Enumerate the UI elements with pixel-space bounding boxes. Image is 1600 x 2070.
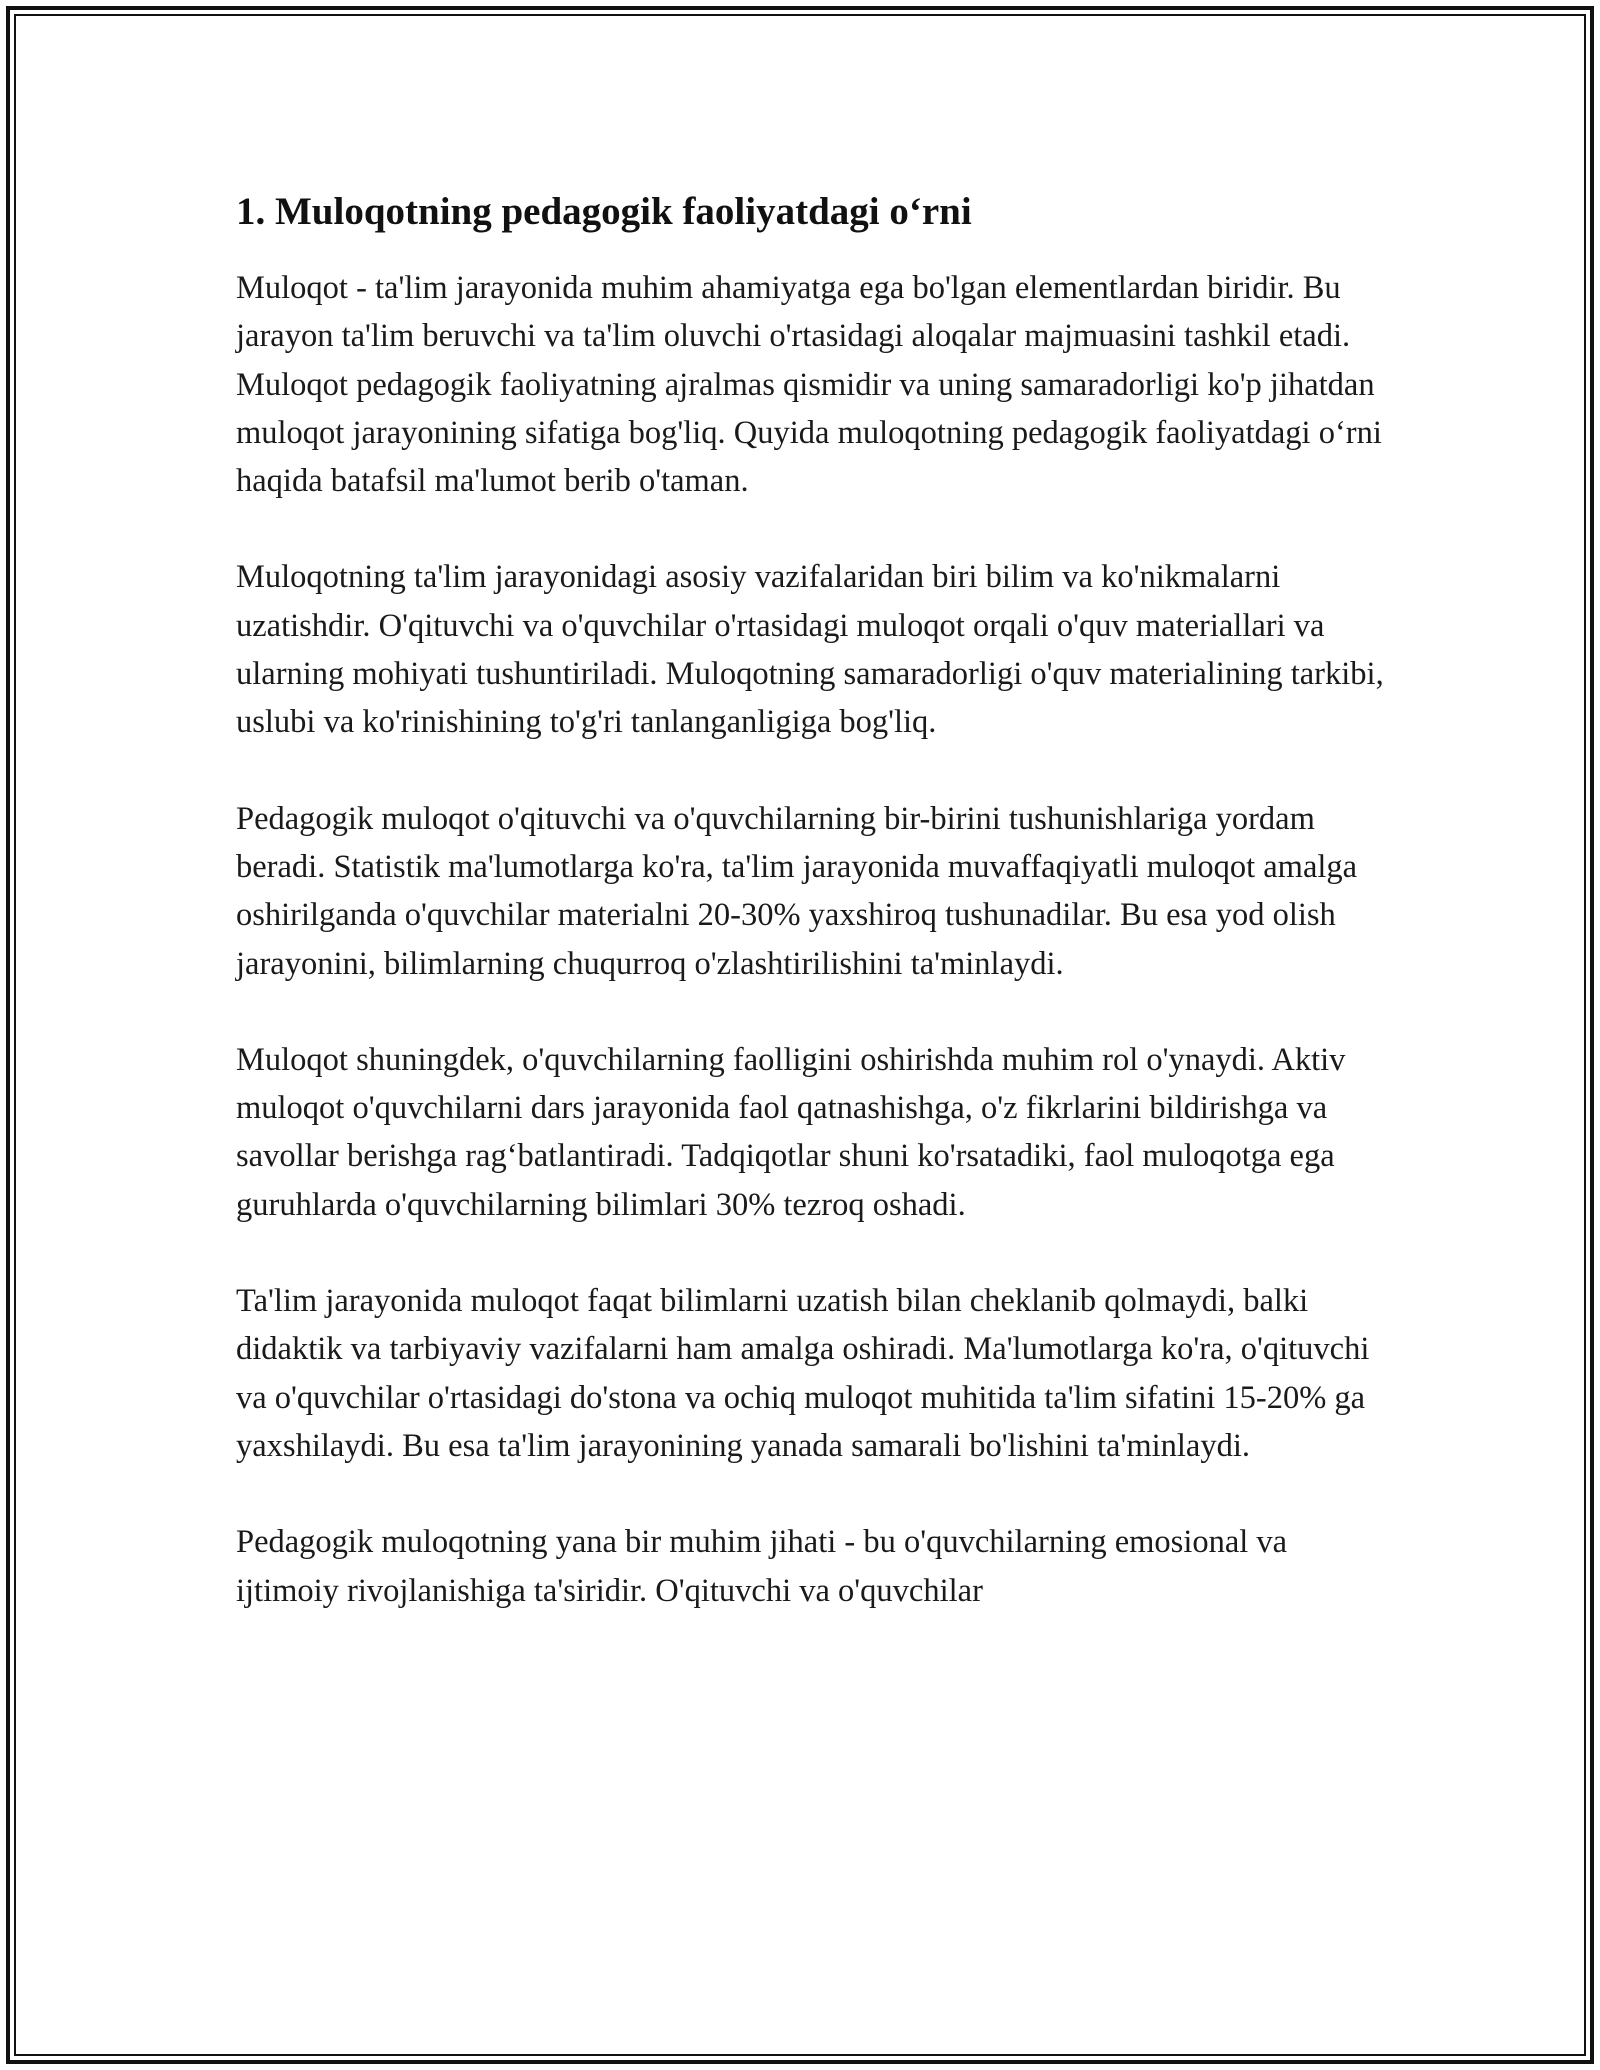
- paragraph-2: Muloqotning ta'lim jarayonidagi asosiy vazifalaridan biri bilim va ko'nikmalarni uzatishdir. O'qituvchi va o'quvchilar o'rtasidagi muloqot orqali o'quv materiallari va ularning mohiyati tushuntiriladi. Muloqotning samaradorligi o'quv materialining tarkibi, uslubi va ko'rinishining to'g'ri tanlanganligiga bog'liq.: [236, 559, 1384, 741]
- paragraph-1: Muloqot - ta'lim jarayonida muhim ahamiyatga ega bo'lgan elementlardan biridir. Bu jarayon ta'lim beruvchi va ta'lim oluvchi o'rtasidagi aloqalar majmuasini tashkil etadi. Muloqot pedagogik faoliyatning ajralmas qismidir va uning samaradorligi ko'p jihatdan muloqot jarayonining sifatiga bog'liq. Quyida muloqotning pedagogik faoliyatdagi o‘rni haqida batafsil ma'lumot berib o'taman.: [236, 270, 1382, 500]
- paragraph-5: Ta'lim jarayonida muloqot faqat bilimlarni uzatish bilan cheklanib qolmaydi, balki didaktik va tarbiyaviy vazifalarni ham amalga oshiradi. Ma'lumotlarga ko'ra, o'qituvchi va o'quvchilar o'rtasidagi do'stona va ochiq muloqot muhitida ta'lim sifatini 15-20% ga yaxshilaydi. Bu esa ta'lim jarayonining yanada samarali bo'lishini ta'minlaydi.: [236, 1283, 1370, 1464]
- paragraph-6: Pedagogik muloqotning yana bir muhim jihati - bu o'quvchilarning emosional va ijtimoiy rivojlanishiga ta'siridir. O'qituvchi va o'quvchilar: [236, 1524, 1288, 1609]
- document-body: [236, 188, 1386, 1663]
- paragraph-4: Muloqot shuningdek, o'quvchilarning faolligini oshirishda muhim rol o'ynaydi. Aktiv muloqot o'quvchilarni dars jarayonida faol qatnashishga, o'z fikrlarini bildirishga va savollar berishga rag‘batlantiradi. Tadqiqotlar shuni ko'rsatadiki, faol muloqotga ega guruhlarda o'quvchilarning bilimlari 30% tezroq oshadi.: [236, 1041, 1346, 1223]
- paragraph-3: Pedagogik muloqot o'qituvchi va o'quvchilarning bir-birini tushunishlariga yordam beradi. Statistik ma'lumotlarga ko'ra, ta'lim jarayonida muvaffaqiyatli muloqot amalga oshirilganda o'quvchilar materialni 20-30% yaxshiroq tushunadilar. Bu esa yod olish jarayonini, bilimlarning chuqurroq o'zlashtirilishini ta'minlaydi.: [236, 800, 1358, 982]
- section-heading: 1. Muloqotning pedagogik faoliyatdagi o‘rni: [236, 190, 972, 233]
